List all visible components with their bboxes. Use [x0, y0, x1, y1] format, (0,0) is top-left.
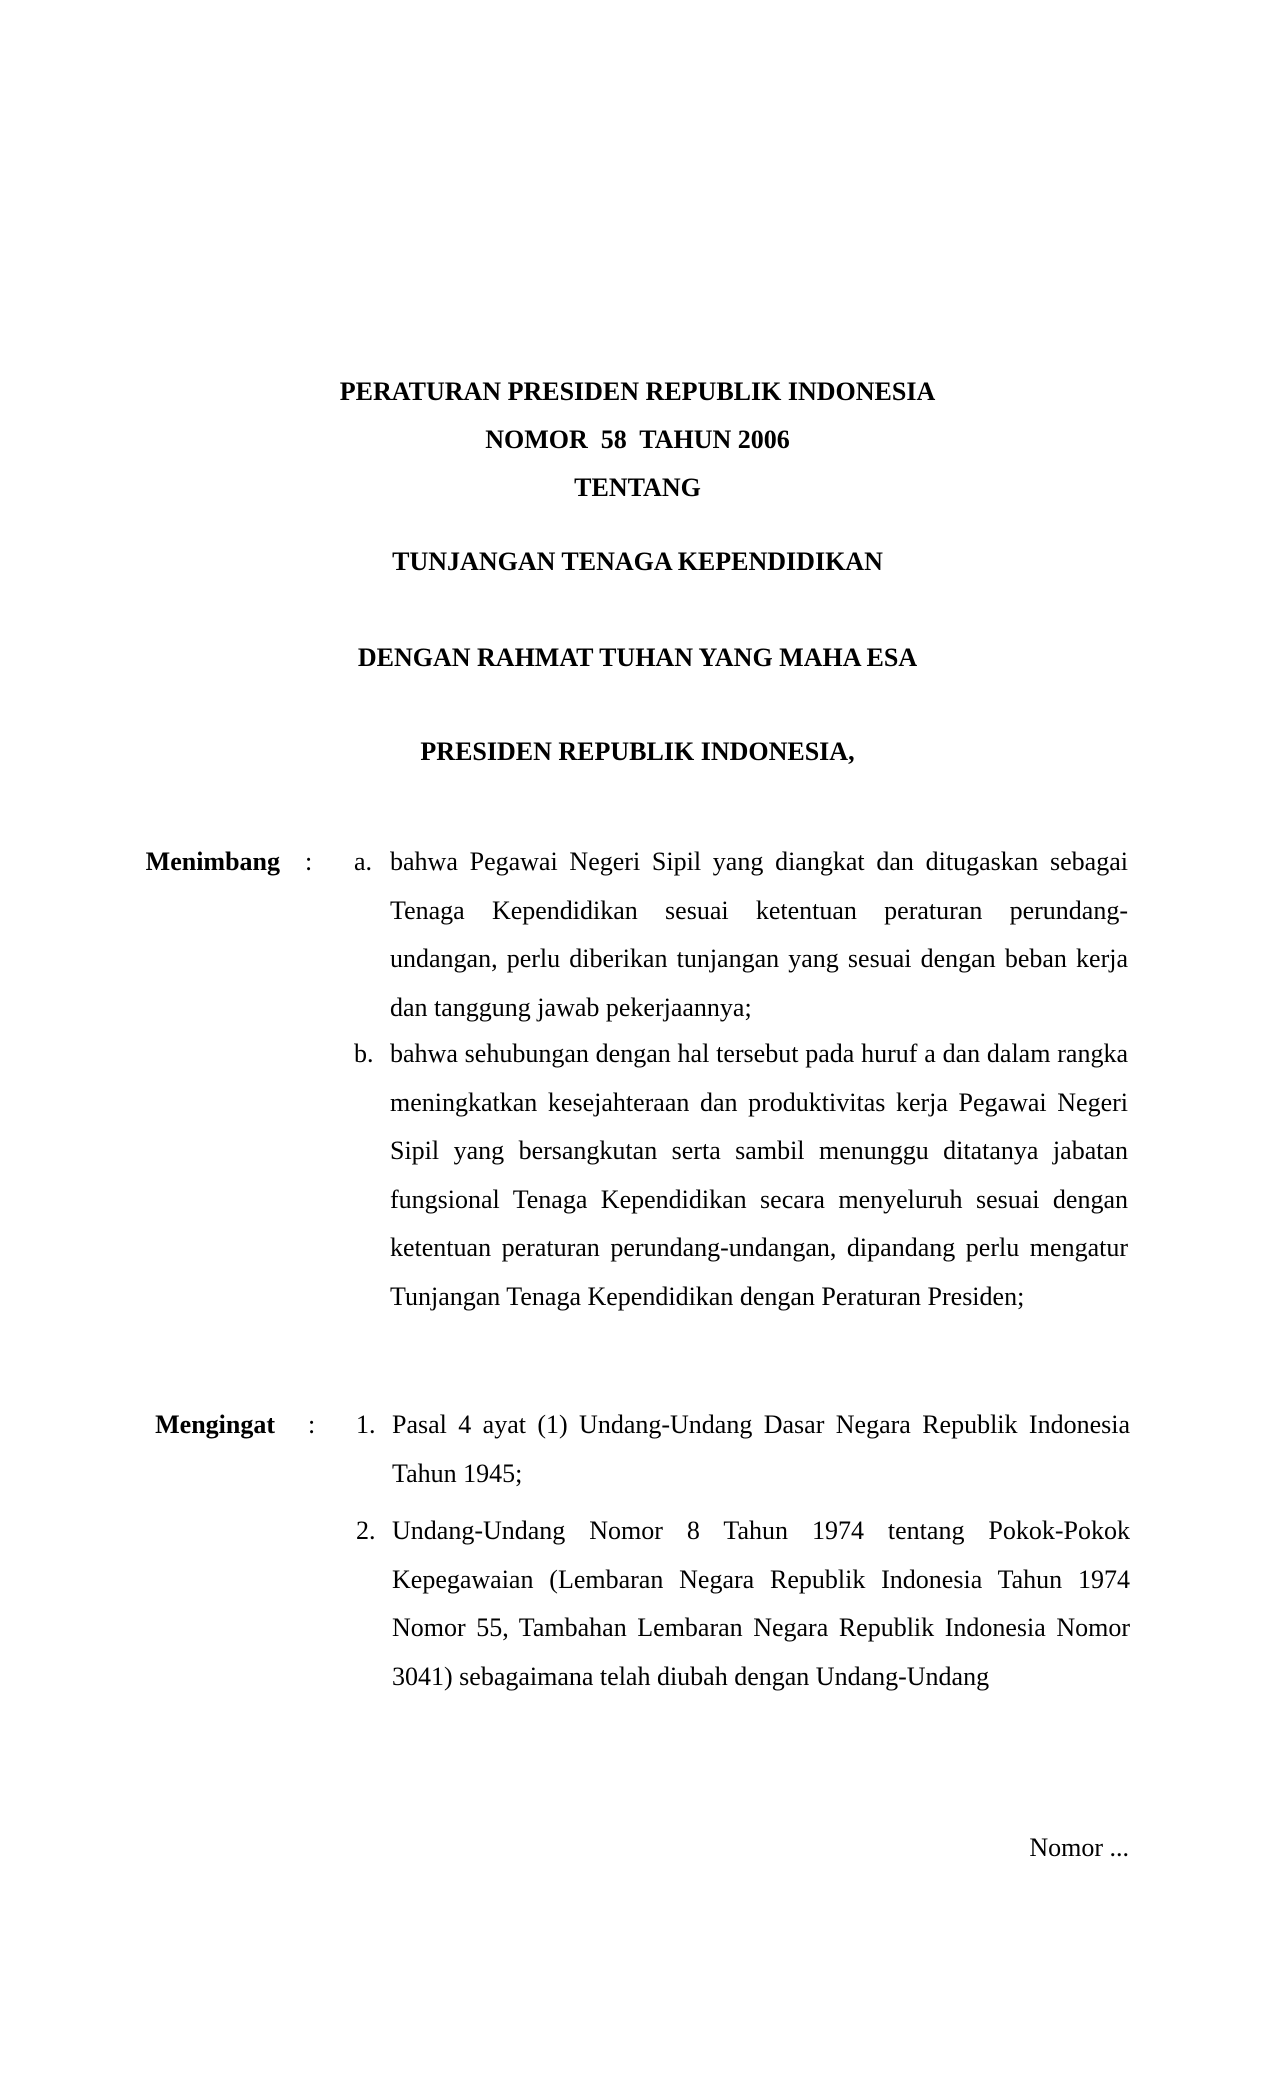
page-continuation: Nomor ...: [1029, 1833, 1129, 1862]
list-marker: 2.: [356, 1516, 376, 1545]
menimbang-colon: :: [305, 847, 313, 876]
list-marker: b.: [354, 1039, 374, 1068]
invocation-heading: DENGAN RAHMAT TUHAN YANG MAHA ESA: [357, 643, 918, 672]
mengingat-label: Mengingat: [155, 1410, 275, 1439]
mengingat-item-1: [356, 1401, 1130, 1501]
regulation-number: NOMOR 58 TAHUN 2006: [485, 425, 790, 454]
menimbang-label: Menimbang: [145, 847, 280, 876]
mengingat-item-2: [356, 1507, 1130, 1707]
mengingat-colon: :: [308, 1410, 316, 1439]
authority-heading: PRESIDEN REPUBLIK INDONESIA,: [420, 737, 855, 766]
list-item-text: bahwa sehubungan dengan hal tersebut pada huruf a dan dalam rangka meningkatkan kesejahteraan dan produktivitas kerja Pegawai Negeri Sipil yang bersangkutan serta sambil menunggu ditatanya jabatan fungsional Tenaga Kependidikan secara menyeluruh sesuai dengan ketentuan peraturan perundang-undangan, dipandang perlu mengatur Tunjangan Tenaga Kependidikan dengan Peraturan Presiden;: [390, 1039, 1128, 1311]
regulation-tentang: TENTANG: [574, 473, 701, 502]
menimbang-item-a: [354, 838, 1128, 1038]
list-marker: 1.: [356, 1410, 376, 1439]
menimbang-item-b: [354, 1030, 1128, 1370]
list-marker: a.: [354, 847, 373, 876]
regulation-subject: TUNJANGAN TENAGA KEPENDIDIKAN: [392, 547, 883, 576]
regulation-title: PERATURAN PRESIDEN REPUBLIK INDONESIA: [339, 377, 936, 406]
list-item-text: Undang-Undang Nomor 8 Tahun 1974 tentang Pokok-Pokok Kepegawaian (Lembaran Negara Republik Indonesia Tahun 1974 Nomor 55, Tambahan Lembaran Negara Republik Indonesia Nomor 3041) sebagaimana telah diubah dengan Undang-Undang: [392, 1516, 1130, 1691]
list-item-text: bahwa Pegawai Negeri Sipil yang diangkat dan ditugaskan sebagai Tenaga Kependidikan sesuai ketentuan peraturan perundang-undangan, perlu diberikan tunjangan yang sesuai dengan beban kerja dan tanggung jawab pekerjaannya;: [390, 847, 1128, 1022]
list-item-text: Pasal 4 ayat (1) Undang-Undang Dasar Negara Republik Indonesia Tahun 1945;: [392, 1410, 1130, 1488]
